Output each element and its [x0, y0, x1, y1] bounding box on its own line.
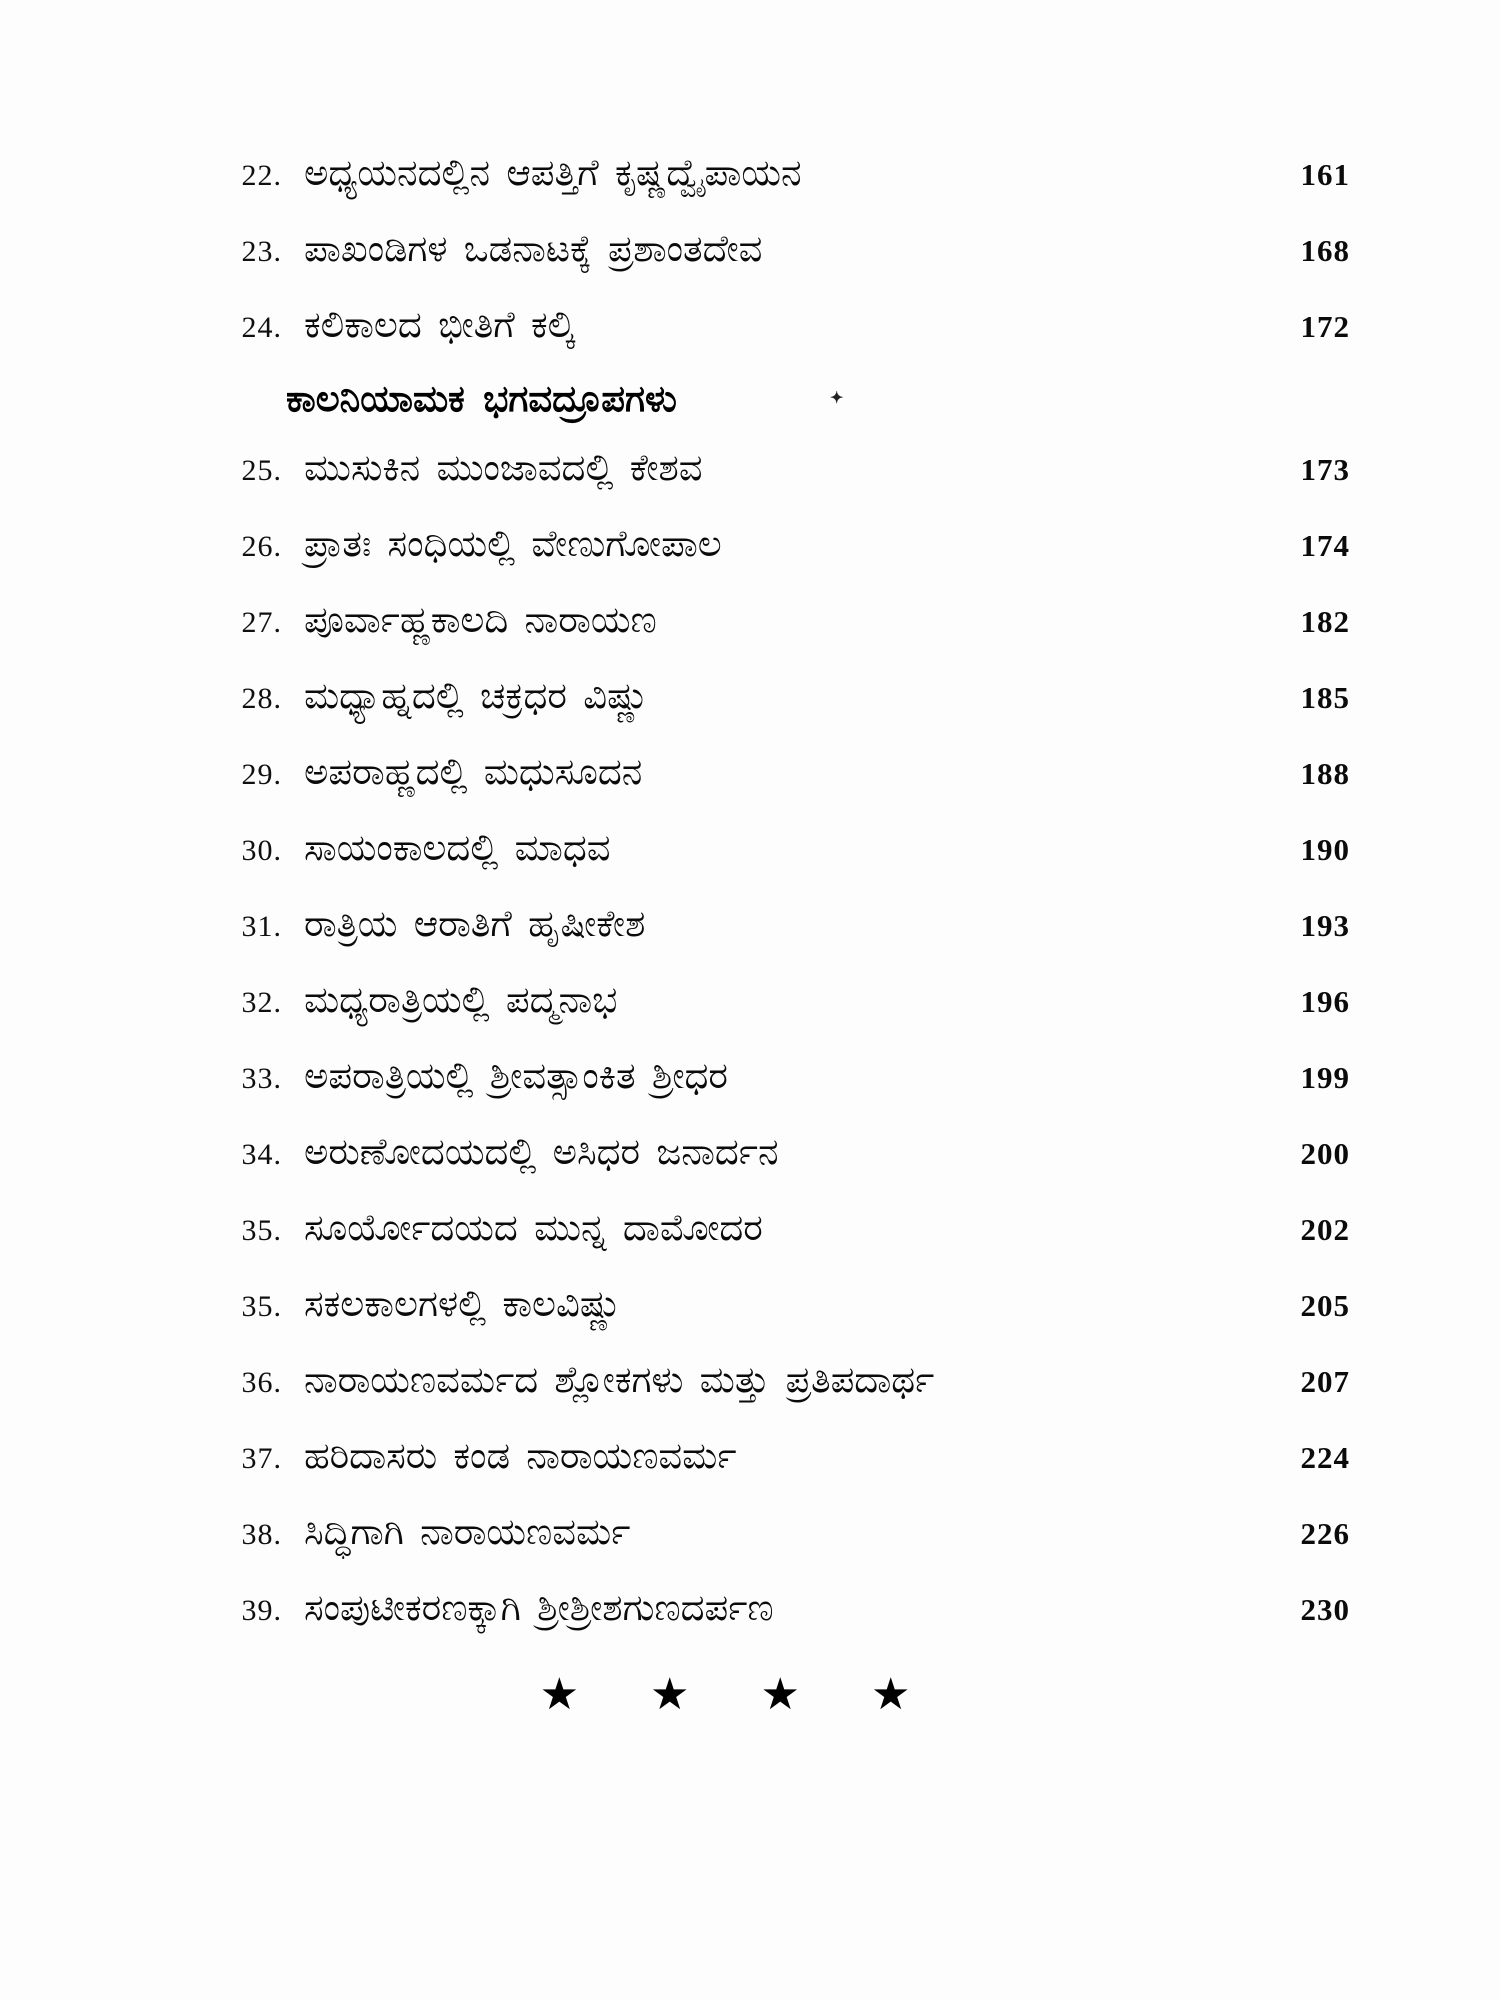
entry-page-number: 199: [1300, 1060, 1350, 1095]
entry-title: ಅರುಣೋದಯದಲ್ಲಿ ಅಸಿಧರ ಜನಾರ್ದನ: [304, 1131, 779, 1172]
table-of-contents-row[interactable]: [190, 977, 1350, 1031]
table-of-contents-row[interactable]: [190, 1281, 1350, 1335]
entry-number: 29.: [241, 758, 282, 791]
entry-number: 23.: [241, 235, 282, 268]
entry-title: ಸಿದ್ಧಿಗಾಗಿ ನಾರಾಯಣವರ್ಮ: [304, 1511, 631, 1552]
entry-page-number: 202: [1300, 1212, 1350, 1247]
table-of-contents-row[interactable]: [190, 521, 1350, 575]
entry-title: ಮಧ್ಯರಾತ್ರಿಯಲ್ಲಿ ಪದ್ಮನಾಭ: [304, 979, 618, 1020]
entry-number: 30.: [241, 834, 282, 867]
entry-number: 39.: [241, 1594, 282, 1627]
table-of-contents-row[interactable]: [190, 901, 1350, 955]
entry-page-number: 188: [1300, 756, 1350, 791]
entry-number: 36.: [241, 1366, 282, 1399]
entry-page-number: 205: [1300, 1288, 1350, 1323]
table-of-contents-row[interactable]: [190, 1053, 1350, 1107]
entry-title: ಹರಿದಾಸರು ಕಂಡ ನಾರಾಯಣವರ್ಮ: [304, 1435, 737, 1476]
entry-page-number: 185: [1300, 680, 1350, 715]
entry-number: 35.: [241, 1214, 282, 1247]
table-of-contents-row[interactable]: [190, 1205, 1350, 1259]
entry-number: 24.: [241, 311, 282, 344]
entry-page-number: 196: [1300, 984, 1350, 1019]
entry-page-number: 190: [1300, 832, 1350, 867]
entry-page-number: 173: [1300, 452, 1350, 487]
section-heading-text: ಕಾಲನಿಯಾಮಕ ಭಗವದ್ರೂಪಗಳು: [286, 378, 677, 419]
entry-title: ಸಂಪುಟೀಕರಣಕ್ಕಾಗಿ ಶ್ರೀಶ್ರೀಶಗುಣದರ್ಪಣ: [304, 1587, 774, 1628]
entry-number: 25.: [241, 454, 282, 487]
table-of-contents-row[interactable]: [190, 150, 1350, 204]
entry-page-number: 226: [1300, 1516, 1350, 1551]
star-divider: ★ ★ ★ ★: [539, 1670, 941, 1719]
entry-page-number: 172: [1300, 309, 1350, 344]
entry-page-number: 193: [1300, 908, 1350, 943]
entry-number: 31.: [241, 910, 282, 943]
entry-number: 22.: [241, 159, 282, 192]
table-of-contents-row[interactable]: [190, 1129, 1350, 1183]
entry-title: ಅಪರಾತ್ರಿಯಲ್ಲಿ ಶ್ರೀವತ್ಸಾಂಕಿತ ಶ್ರೀಧರ: [304, 1055, 728, 1096]
table-of-contents: [190, 150, 1350, 1717]
table-of-contents-row[interactable]: [190, 226, 1350, 280]
entry-title: ಪ್ರಾತಃ ಸಂಧಿಯಲ್ಲಿ ವೇಣುಗೋಪಾಲ: [304, 523, 722, 564]
entry-title: ಕಲಿಕಾಲದ ಭೀತಿಗೆ ಕಲ್ಕಿ: [304, 304, 575, 345]
table-of-contents-row[interactable]: [190, 445, 1350, 499]
entry-page-number: 168: [1300, 233, 1350, 268]
entry-title: ಪೂರ್ವಾಹ್ಣಕಾಲದಿ ನಾರಾಯಣ: [304, 599, 657, 640]
entry-title: ಸೂರ್ಯೋದಯದ ಮುನ್ನ ದಾಮೋದರ: [304, 1207, 763, 1248]
entry-title: ಅಪರಾಹ್ಣದಲ್ಲಿ ಮಧುಸೂದನ: [304, 751, 643, 792]
section-heading: [190, 378, 1350, 421]
entry-number: 38.: [241, 1518, 282, 1551]
entry-number: 37.: [241, 1442, 282, 1475]
entry-number: 32.: [241, 986, 282, 1019]
table-of-contents-row[interactable]: [190, 1509, 1350, 1563]
entry-title: ಸಕಲಕಾಲಗಳಲ್ಲಿ ಕಾಲವಿಷ್ಣು: [304, 1283, 623, 1324]
table-of-contents-row[interactable]: [190, 1433, 1350, 1487]
entry-title: ನಾರಾಯಣವರ್ಮದ ಶ್ಲೋಕಗಳು ಮತ್ತು ಪ್ರತಿಪದಾರ್ಥ: [304, 1359, 935, 1400]
entry-number: 27.: [241, 606, 282, 639]
entry-title: ಪಾಖಂಡಿಗಳ ಒಡನಾಟಕ್ಕೆ ಪ್ರಶಾಂತದೇವ: [304, 228, 763, 269]
table-of-contents-row[interactable]: [190, 597, 1350, 651]
entry-page-number: 161: [1300, 157, 1350, 192]
entry-number: 28.: [241, 682, 282, 715]
entry-title: ಮುಸುಕಿನ ಮುಂಜಾವದಲ್ಲಿ ಕೇಶವ: [304, 447, 703, 488]
table-of-contents-row[interactable]: [190, 1585, 1350, 1639]
table-of-contents-row[interactable]: [190, 1357, 1350, 1411]
entry-title: ರಾತ್ರಿಯ ಆರಾತಿಗೆ ಹೃಷೀಕೇಶ: [304, 903, 646, 944]
entry-number: 34.: [241, 1138, 282, 1171]
entry-number: 26.: [241, 530, 282, 563]
entry-number: 35.: [241, 1290, 282, 1323]
entry-page-number: 200: [1300, 1136, 1350, 1171]
table-of-contents-row[interactable]: [190, 825, 1350, 879]
entry-page-number: 174: [1300, 528, 1350, 563]
table-of-contents-row[interactable]: [190, 302, 1350, 356]
entry-title: ಮಧ್ಯಾಹ್ನದಲ್ಲಿ ಚಕ್ರಧರ ವಿಷ್ಣು: [304, 675, 650, 716]
decorative-mark-icon: ✦: [830, 390, 844, 407]
entry-page-number: 224: [1300, 1440, 1350, 1475]
entry-title: ಸಾಯಂಕಾಲದಲ್ಲಿ ಮಾಧವ: [304, 827, 611, 868]
entry-page-number: 230: [1300, 1592, 1350, 1627]
entry-page-number: 182: [1300, 604, 1350, 639]
entry-number: 33.: [241, 1062, 282, 1095]
entry-page-number: 207: [1300, 1364, 1350, 1399]
table-of-contents-row[interactable]: [190, 673, 1350, 727]
entry-title: ಅಧ್ಯಯನದಲ್ಲಿನ ಆಪತ್ತಿಗೆ ಕೃಷ್ಣದ್ವೈಪಾಯನ: [304, 152, 802, 193]
table-of-contents-row[interactable]: [190, 749, 1350, 803]
